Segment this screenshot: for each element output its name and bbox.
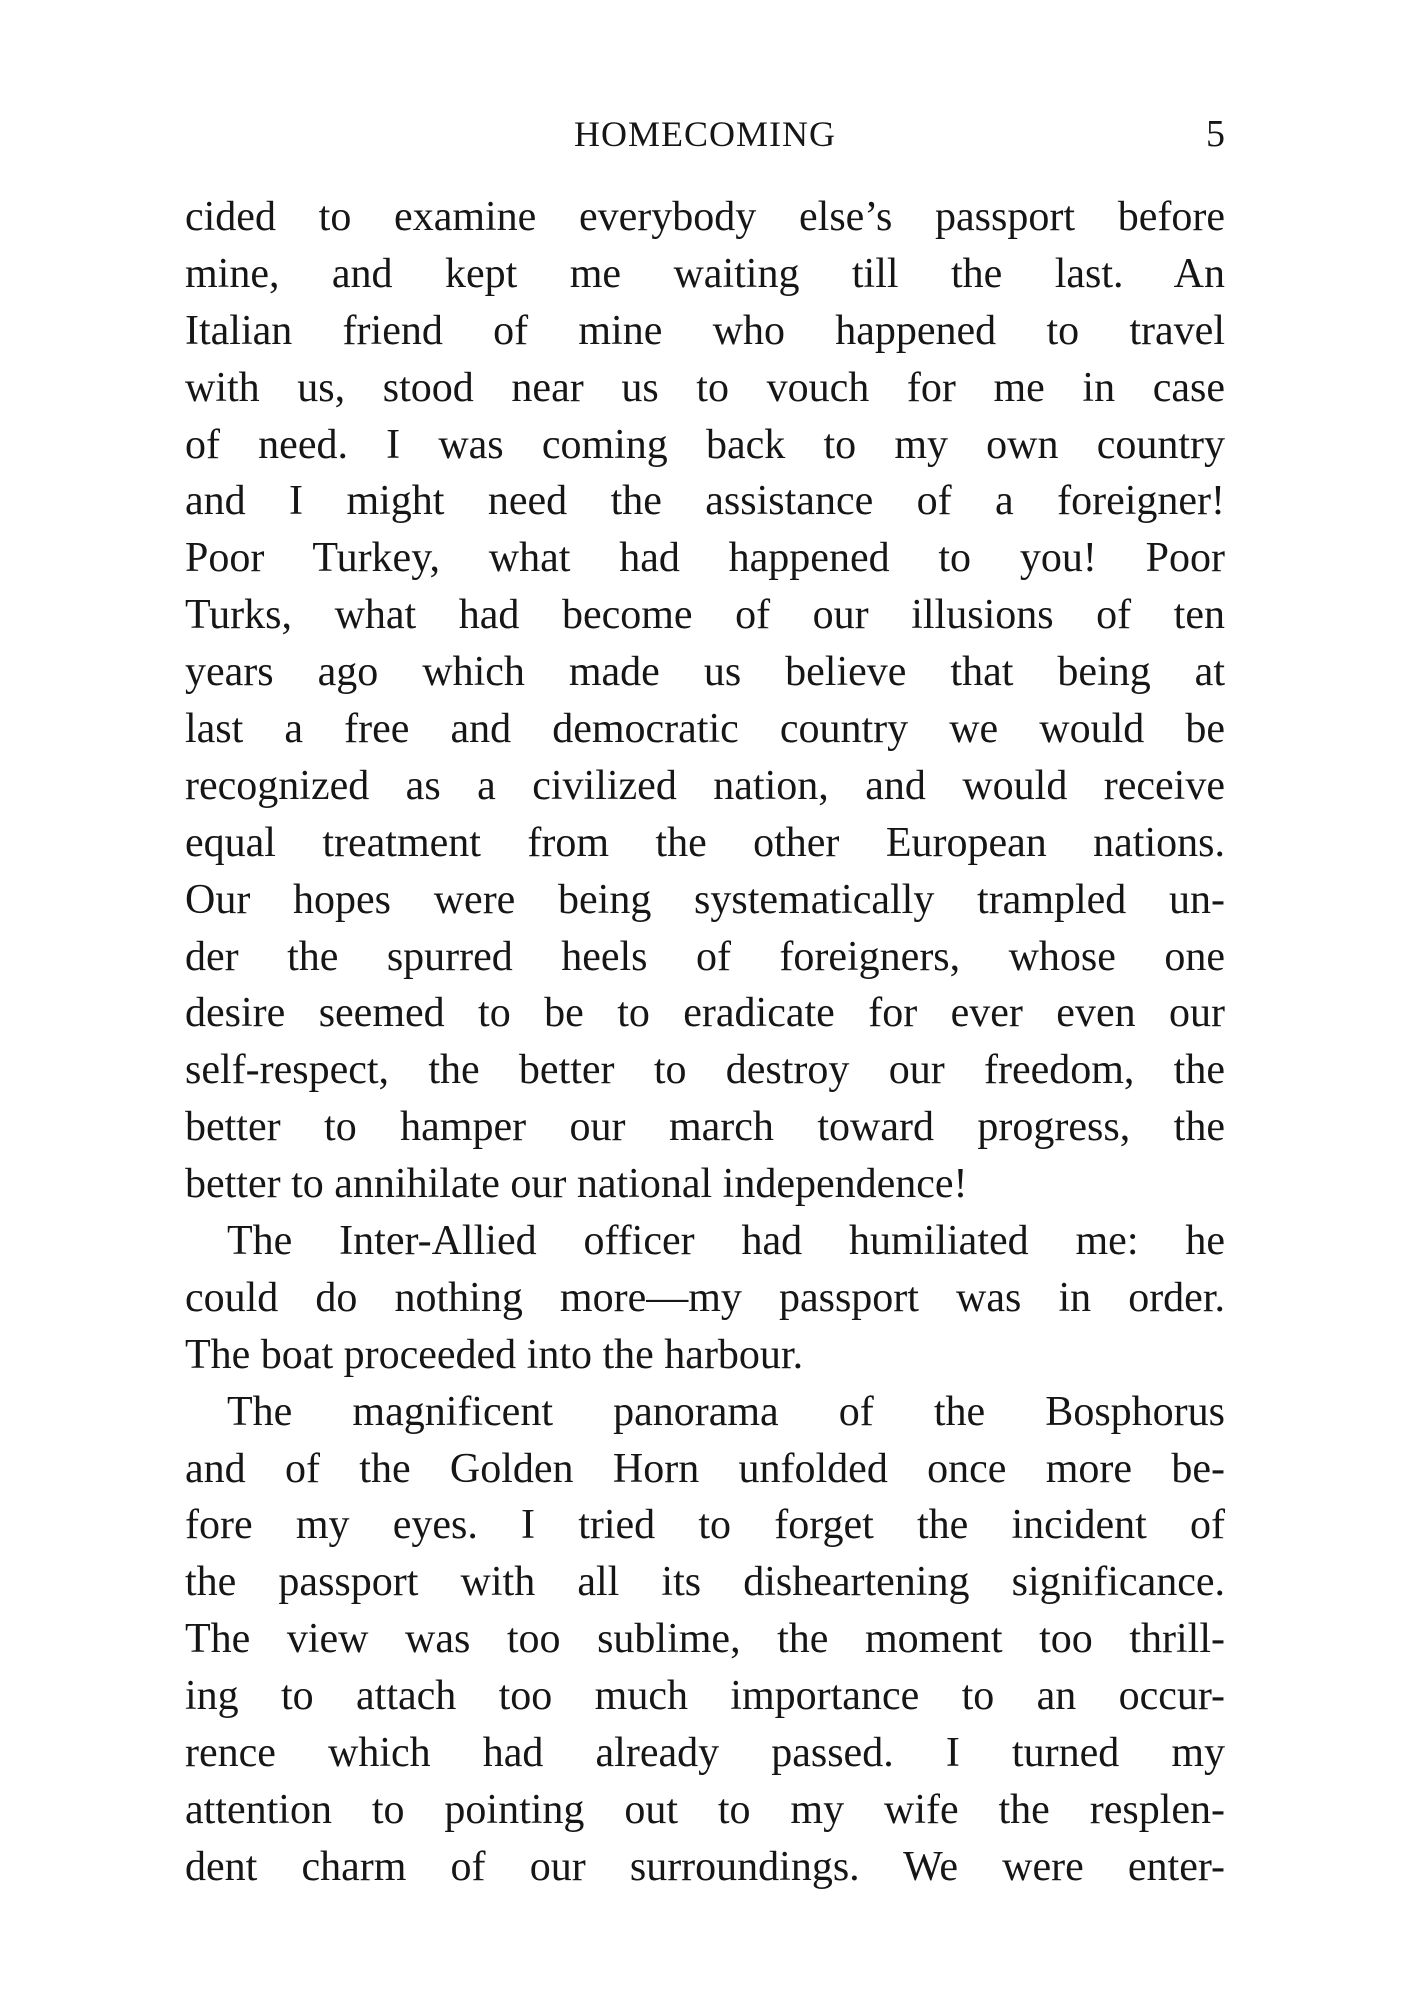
running-head [185,106,1225,166]
running-title: HOMECOMING [574,114,836,154]
page-number: 5 [1206,113,1225,155]
text-line: mine, and kept me waiting till the last. An [185,250,1225,297]
text-line: recognized as a civilized nation, and would receive [185,762,1225,809]
text-line: and of the Golden Horn unfolded once more be- [185,1445,1225,1492]
text-line: The magnificent panorama of the Bosphorus [227,1388,1225,1435]
text-line: Italian friend of mine who happened to travel [185,307,1225,354]
text-line: equal treatment from the other European nations. [185,819,1225,866]
text-line: The boat proceeded into the harbour. [185,1331,804,1378]
text-line: fore my eyes. I tried to forget the incident of [185,1502,1225,1549]
text-line: attention to pointing out to my wife the resplen- [185,1786,1225,1833]
body-text [185,189,1225,1896]
text-line: Poor Turkey, what had happened to you! Poor [185,535,1225,582]
text-line: better to hamper our march toward progress, the [185,1104,1225,1151]
text-line: ing to attach too much importance to an occur- [185,1673,1225,1720]
text-line: cided to examine everybody else’s passport before [185,194,1225,240]
text-line: with us, stood near us to vouch for me in case [185,364,1225,411]
text-line: last a free and democratic country we would be [185,706,1225,753]
text-line: of need. I was coming back to my own country [185,421,1225,468]
text-line: could do nothing more—my passport was in order. [185,1274,1225,1321]
text-line: The view was too sublime, the moment too thrill- [185,1616,1225,1663]
text-line: desire seemed to be to eradicate for ever even our [185,990,1225,1037]
text-line: The Inter-Allied officer had humiliated me: he [227,1218,1225,1265]
text-line: the passport with all its disheartening significance. [185,1559,1225,1606]
text-line: years ago which made us believe that being at [185,649,1225,696]
text-line: rence which had already passed. I turned my [185,1730,1225,1777]
text-line: der the spurred heels of foreigners, whose one [185,933,1225,980]
text-line: self-respect, the better to destroy our freedom, the [185,1047,1225,1094]
text-line: dent charm of our surroundings. We were enter- [185,1843,1225,1890]
text-line: Our hopes were being systematically trampled un- [185,876,1225,923]
text-line: better to annihilate our national independence! [185,1161,968,1208]
text-line: Turks, what had become of our illusions of ten [185,592,1225,639]
text-line: and I might need the assistance of a foreigner! [185,478,1225,525]
